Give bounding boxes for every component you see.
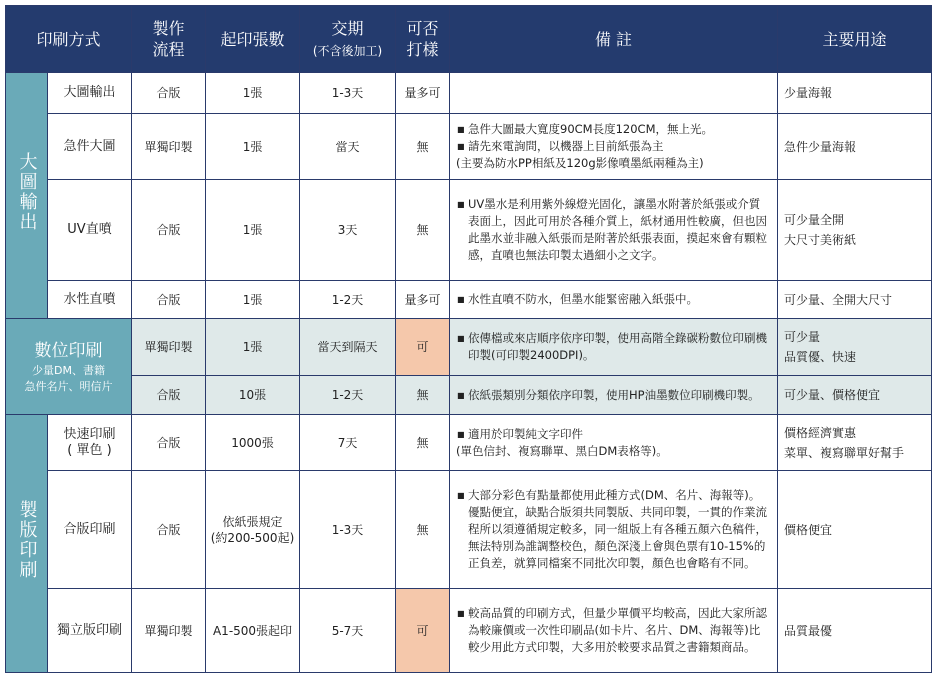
- table-row: [6, 415, 932, 471]
- delivery-cell: 5-7天: [300, 589, 396, 673]
- method-name: UV直噴: [48, 180, 132, 281]
- process-cell: 單獨印製: [132, 114, 206, 180]
- header-proof: 可否 打樣: [396, 6, 450, 73]
- notes-cell: ■ 水性直噴不防水，但墨水能緊密融入紙張中。: [450, 281, 778, 319]
- method-name: 水性直噴: [48, 281, 132, 319]
- proof-cell: 無: [396, 376, 450, 415]
- table-row: [6, 180, 932, 281]
- usage-cell: 品質最優: [778, 589, 932, 673]
- delivery-cell: 3天: [300, 180, 396, 281]
- method-name: 獨立版印刷: [48, 589, 132, 673]
- header-notes: 備 註: [450, 6, 778, 73]
- qty-cell: 1張: [206, 281, 300, 319]
- delivery-cell: 7天: [300, 415, 396, 471]
- qty-cell: A1-500張起印: [206, 589, 300, 673]
- header-process: 製作 流程: [132, 6, 206, 73]
- process-cell: 單獨印製: [132, 589, 206, 673]
- table-row: [6, 376, 932, 415]
- group-digital-printing: 數位印刷 少量DM、書籍 急件名片、明信片: [6, 319, 132, 415]
- group-offset-printing: 製版印刷: [6, 415, 48, 673]
- qty-cell: 依紙張規定 (約200-500起): [206, 471, 300, 589]
- table-row: [6, 114, 932, 180]
- usage-cell: 少量海報: [778, 73, 932, 114]
- proof-cell: 無: [396, 180, 450, 281]
- process-cell: 合版: [132, 281, 206, 319]
- delivery-cell: 1-2天: [300, 281, 396, 319]
- table-row: [6, 73, 932, 114]
- process-cell: 合版: [132, 471, 206, 589]
- delivery-cell: 1-3天: [300, 73, 396, 114]
- table-row: [6, 471, 932, 589]
- delivery-cell: 當天到隔天: [300, 319, 396, 376]
- proof-cell: 可: [396, 319, 450, 376]
- notes-cell: [450, 73, 778, 114]
- proof-cell: 無: [396, 471, 450, 589]
- delivery-cell: 當天: [300, 114, 396, 180]
- qty-cell: 1000張: [206, 415, 300, 471]
- method-name: 合版印刷: [48, 471, 132, 589]
- method-name: 快速印刷 ( 單色 ): [48, 415, 132, 471]
- notes-cell: ■ 大部分彩色有點量都使用此種方式(DM、名片、海報等)。優點便宜，缺點合版須共同製版、共同印製，一貫的作業流程所以須遵循規定較多，同一組版上有各種五顏六色稿件，無法特別為誰調整校色，顏色深淺上會與色票有10-15%的正負差，就算同檔案不同批次印製，顏色也會略有不同。: [450, 471, 778, 589]
- header-row: [6, 6, 932, 73]
- usage-cell: 急件少量海報: [778, 114, 932, 180]
- method-name: 急件大圖: [48, 114, 132, 180]
- process-cell: 合版: [132, 180, 206, 281]
- notes-cell: ■ 急件大圖最大寬度90CM長度120CM，無上光。 ■ 請先來電詢問，以機器上目前紙張為主 (主要為防水PP相紙及120g影像噴墨紙兩種為主): [450, 114, 778, 180]
- proof-cell: 無: [396, 114, 450, 180]
- table-row: [6, 281, 932, 319]
- notes-cell: ■ 較高品質的印刷方式，但量少單價平均較高，因此大家所認為較廉價或一次性印刷品(如卡片、名片、DM、海報等)比較少用此方式印製，大多用於較要求品質之書籍類商品。: [450, 589, 778, 673]
- qty-cell: 1張: [206, 114, 300, 180]
- qty-cell: 1張: [206, 73, 300, 114]
- table-row: [6, 589, 932, 673]
- delivery-cell: 1-2天: [300, 376, 396, 415]
- method-name: 大圖輸出: [48, 73, 132, 114]
- header-min-qty: 起印張數: [206, 6, 300, 73]
- proof-cell: 量多可: [396, 281, 450, 319]
- notes-cell: ■ UV墨水是利用紫外線燈光固化，讓墨水附著於紙張或介質表面上，因此可用於各種介質上，紙材通用性較廣，但也因此墨水並非融入紙張而是附著於紙張表面，摸起來會有顆粒感，直噴也無法印製太過細小之文字。: [450, 180, 778, 281]
- notes-cell: ■ 依傳檔或來店順序依序印製，使用高階全錄碳粉數位印刷機印製(可印製2400DPI)。: [450, 319, 778, 376]
- usage-cell: 可少量、全開大尺寸: [778, 281, 932, 319]
- usage-cell: 可少量、價格便宜: [778, 376, 932, 415]
- notes-cell: ■ 依紙張類別分類依序印製，使用HP油墨數位印刷機印製。: [450, 376, 778, 415]
- notes-cell: ■ 適用於印製純文字印件 (單色信封、複寫聯單、黑白DM表格等)。: [450, 415, 778, 471]
- qty-cell: 1張: [206, 180, 300, 281]
- proof-cell: 可: [396, 589, 450, 673]
- table-row: [6, 319, 932, 376]
- delivery-cell: 1-3天: [300, 471, 396, 589]
- proof-cell: 無: [396, 415, 450, 471]
- process-cell: 單獨印製: [132, 319, 206, 376]
- group-large-format: 大圖輸出: [6, 73, 48, 319]
- qty-cell: 10張: [206, 376, 300, 415]
- header-delivery: 交期 (不含後加工): [300, 6, 396, 73]
- header-method: 印刷方式: [6, 6, 132, 73]
- header-usage: 主要用途: [778, 6, 932, 73]
- process-cell: 合版: [132, 376, 206, 415]
- usage-cell: 可少量全開 大尺寸美術紙: [778, 180, 932, 281]
- qty-cell: 1張: [206, 319, 300, 376]
- usage-cell: 可少量 品質優、快速: [778, 319, 932, 376]
- process-cell: 合版: [132, 73, 206, 114]
- usage-cell: 價格便宜: [778, 471, 932, 589]
- printing-methods-table: [5, 5, 932, 673]
- process-cell: 合版: [132, 415, 206, 471]
- usage-cell: 價格經濟實惠 菜單、複寫聯單好幫手: [778, 415, 932, 471]
- proof-cell: 量多可: [396, 73, 450, 114]
